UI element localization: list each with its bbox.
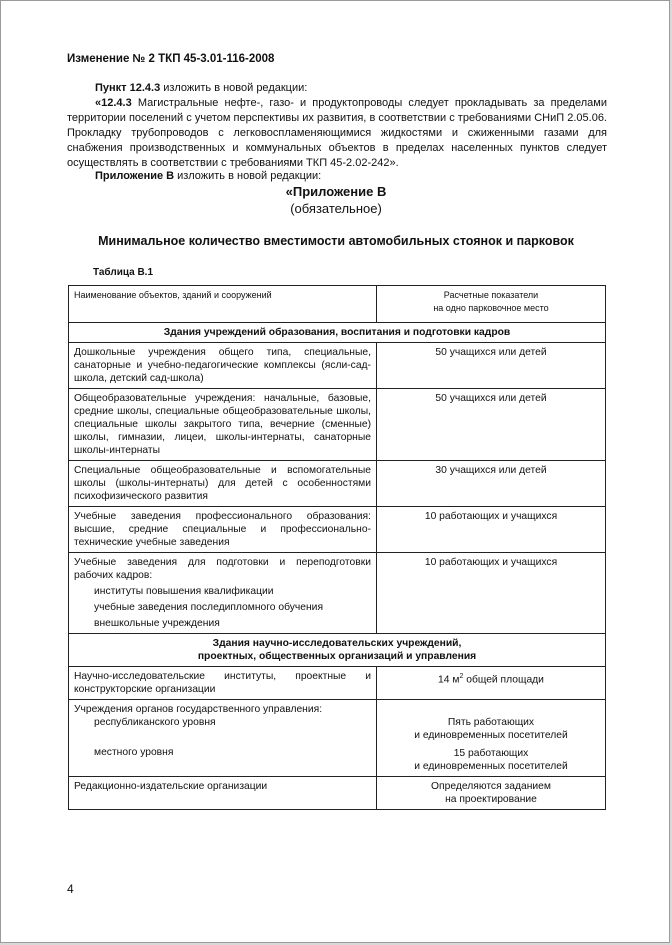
- row7-name: Учреждения органов государственного управления:: [74, 704, 323, 715]
- clause-intro-text: изложить в новой редакции:: [160, 82, 308, 94]
- row-name: Научно-исследовательские институты, проектные и конструкторские организации: [69, 667, 377, 700]
- row-name: Учебные заведения профессионального образования: высшие, средние специальные и профессионально-технические учебные заведения: [69, 507, 377, 553]
- table-row: [69, 507, 606, 553]
- table-group-row: [69, 323, 606, 343]
- row5-sub-2: учебные заведения последипломного обучения: [94, 602, 324, 613]
- group-education: Здания учреждений образования, воспитания и подготовки кадров: [69, 323, 606, 343]
- table-row: [69, 700, 606, 777]
- parking-table: [68, 285, 606, 810]
- row-value: [377, 700, 606, 777]
- row-value: 50 учащихся или детей: [377, 343, 606, 389]
- row-name: [69, 700, 377, 777]
- row5-sub-1: институты повышения квалификации: [94, 586, 274, 597]
- table-row: [69, 389, 606, 461]
- clause-intro: [67, 81, 607, 96]
- row7-value-2: 15 работающих и единовременных посетителей: [414, 748, 568, 772]
- row-name: Общеобразовательные учреждения: начальные, базовые, средние школы, специальные общеобразовательные школы, специальные школы закрытого типа, вечерние (сменные) школы, гимназии, лицеи, школы-интернаты, санаторные школы-интернаты: [69, 389, 377, 461]
- clause-text: [67, 96, 607, 171]
- appendix-intro-text: изложить в новой редакции:: [174, 170, 322, 182]
- row7-sub-1: республиканского уровня: [94, 717, 216, 728]
- row-value: 14 $м^2$ общей площади: [377, 667, 606, 700]
- table-group-row: [69, 634, 606, 667]
- table-row: [69, 553, 606, 634]
- appendix-subtitle: (обязательное): [290, 201, 382, 216]
- appendix-intro-bold: Приложение В: [95, 170, 175, 182]
- row-value: 10 работающих и учащихся: [377, 553, 606, 634]
- table-header-row: [69, 286, 606, 323]
- row-name: Специальные общеобразовательные и вспомогательные школы (школы-интернаты) для детей с особенностями психофизического развития: [69, 461, 377, 507]
- quote-open: «: [95, 97, 102, 109]
- table-header-col1: Наименование объектов, зданий и сооружений: [69, 286, 377, 323]
- appendix-title: «Приложение В: [285, 184, 387, 199]
- row-value: 10 работающих и учащихся: [377, 507, 606, 553]
- row-name: [69, 553, 377, 634]
- table-row: [69, 667, 606, 700]
- clause-paragraph: [67, 81, 607, 171]
- row7-value-1: Пять работающих и единовременных посетителей: [414, 717, 568, 741]
- table-row: [69, 343, 606, 389]
- row7-sub-2: местного уровня: [94, 747, 174, 758]
- row-value: Определяются заданием на проектирование: [377, 777, 606, 810]
- row5-sub-3: внешкольные учреждения: [94, 618, 220, 629]
- row5-name: Учебные заведения для подготовки и переподготовки рабочих кадров:: [74, 557, 371, 581]
- appendix-intro: [67, 169, 607, 184]
- table-header-col2: Расчетные показатели на одно парковочное место: [377, 286, 606, 323]
- group-research: Здания научно-исследовательских учреждений, проектных, общественных организаций и управления: [69, 634, 606, 667]
- row-name: Редакционно-издательские организации: [69, 777, 377, 810]
- document-header: Изменение № 2 ТКП 45-3.01-116-2008: [67, 53, 275, 65]
- page-number: 4: [67, 882, 74, 896]
- table-row: [69, 461, 606, 507]
- section-title: Минимальное количество вместимости автомобильных стоянок и парковок: [98, 234, 574, 248]
- row-value: 30 учащихся или детей: [377, 461, 606, 507]
- clause-quote-text: Магистральные нефте-, газо- и продуктопроводы следует прокладывать за пределами территории поселений с учетом перспективы их развития, в соответствии с требованиями СНиП 2.05.06. Прокладку трубопроводов с легковоспламеняющимися жидкостями и сжиженными газами для снабжения производственных и коммунальных объектов в пределах населенных пунктов следует осуществлять в соответствии с требованиями ТКП 45-2.02-242».: [67, 97, 607, 169]
- clause-number: Пункт 12.4.3: [95, 82, 161, 94]
- row-value: 50 учащихся или детей: [377, 389, 606, 461]
- table-label: Таблица В.1: [93, 267, 154, 278]
- clause-quote-number: 12.4.3: [101, 97, 132, 109]
- table-row: [69, 777, 606, 810]
- row-name: Дошкольные учреждения общего типа, специальные, санаторные и учебно-педагогические комплексы (ясли-сад-школа, детский сад-школа): [69, 343, 377, 389]
